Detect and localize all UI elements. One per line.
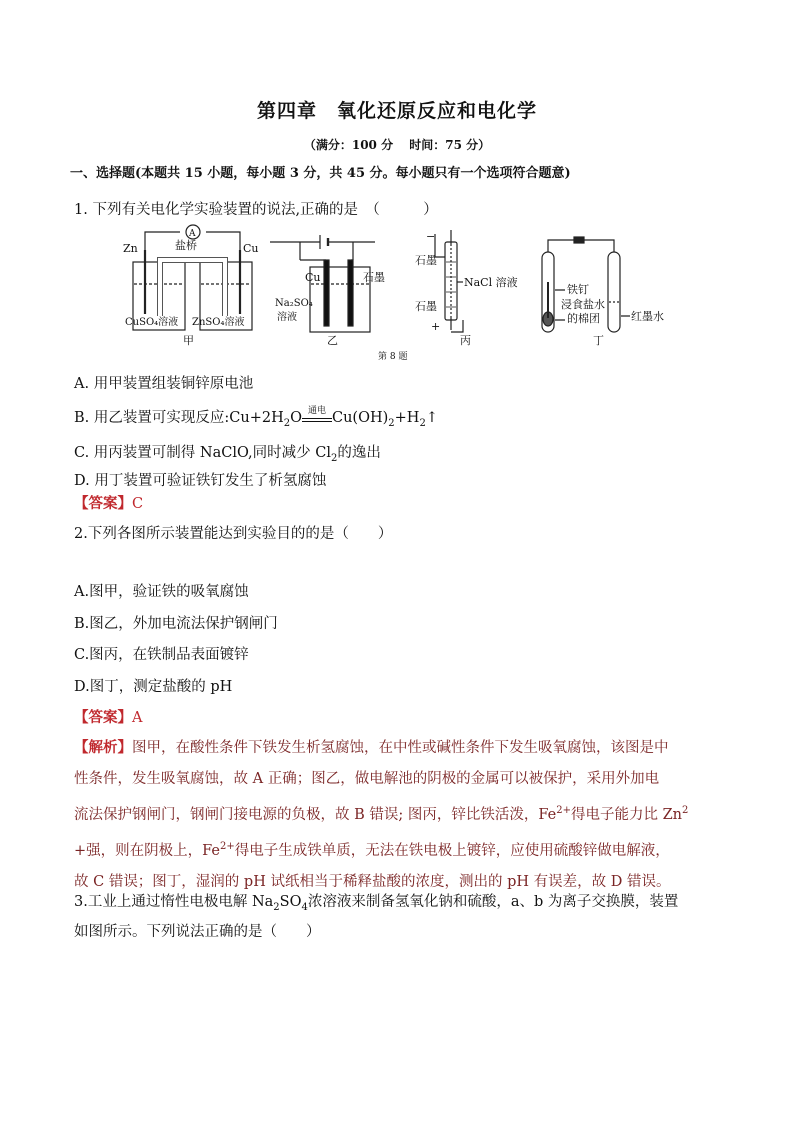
q1-option-d: D. 用丁装置可验证铁钉发生了析氢腐蚀 — [74, 473, 327, 489]
figure-caption: 第 8 题 — [378, 352, 408, 362]
bing-nacl-label: NaCl 溶液 — [464, 276, 518, 289]
q2-option-b: B.图乙，外加电流法保护钢闸门 — [74, 616, 278, 632]
label-bing: 丙 — [460, 334, 471, 347]
bing-minus: − — [426, 230, 436, 243]
q1-option-b: B. 用乙装置可实现反应$:Cu+2H_2O$ 通电 $Cu(OH)_2+H_2↑$ — [74, 406, 438, 429]
bing-plus: + — [431, 320, 441, 333]
q2-analysis: 【解析】图甲，在酸性条件下铁发生析氢腐蚀，在中性或碱性条件下发生吸氧腐蚀，该图是中 性条件，发生吸氧腐蚀，故 A 正确；图乙，做电解池的阴极的金属可以被保护，采用外加电 流法保护钢闸门，钢闸门接电源的负极，故 B 错误; 图丙，锌比铁活泼，$Fe^{2+}$得电子能力比 $Zn^2$ +强，则在阴极上，$Fe^{2+}$得电子生成铁单质，无法在铁电极上镀锌，应使用硫酸锌做电解液， 故 C 错误；图丁，湿润的 pH 试纸相当于稀释盐酸的浓度，测出的 pH 有误差，故 D 错误。 — [74, 739, 689, 890]
ding-cotton-label-2: 的棉团 — [567, 312, 600, 325]
ammeter-label: A — [189, 229, 196, 239]
section-heading: 一、选择题(本题共 15 小题，每小题 3 分，共 45 分。每小题只有一个选项符合题意) — [70, 166, 571, 181]
yi-solution-label-2: 溶液 — [277, 312, 297, 323]
page-title: 第四章 氧化还原反应和电化学 — [256, 100, 537, 122]
question-1-figure — [115, 222, 695, 362]
q1-answer: 【答案】C — [74, 495, 144, 512]
q2-option-c: C.图丙，在铁制品表面镀锌 — [74, 647, 249, 663]
q2-option-a: A.图甲，验证铁的吸氧腐蚀 — [74, 584, 249, 600]
bing-graphite-top: 石墨 — [415, 254, 437, 267]
zn-label: Zn — [123, 242, 138, 255]
bing-graphite-bottom: 石墨 — [415, 300, 437, 313]
ding-nail-label: 铁钉 — [567, 283, 589, 296]
exam-info: （满分：100 分 时间：75 分） — [303, 138, 491, 152]
znso4-label: ZnSO₄溶液 — [192, 317, 245, 328]
ding-cotton-label-1: 浸食盐水 — [561, 298, 605, 311]
question-3-stem: 3.工业上通过惰性电极电解 $Na_2SO_4$浓溶液来制备氢氧化钠和硫酸，a、b 为离子交换膜，装置 — [74, 894, 679, 913]
yi-solution-label-1: Na₂SO₄ — [275, 298, 313, 309]
ding-ink-label: 红墨水 — [631, 310, 664, 323]
yi-graphite-label: 石墨 — [363, 271, 385, 284]
cu-label: Cu — [243, 242, 259, 255]
label-jia: 甲 — [183, 334, 194, 347]
question-1-stem: 1. 下列有关电化学实验装置的说法,正确的是 （ ） — [74, 202, 438, 218]
q2-answer: 【答案】A — [74, 709, 143, 726]
yi-cu-label: Cu — [305, 271, 321, 284]
q1-option-c: C. 用丙装置可制得 NaClO,同时减少 $Cl_2$的逸出 — [74, 445, 381, 464]
q1-option-a: A. 用甲装置组装铜锌原电池 — [74, 376, 254, 392]
cuso4-label: CuSO₄溶液 — [125, 317, 179, 328]
apparatus-bing — [435, 230, 463, 332]
salt-bridge-label: 盐桥 — [175, 239, 197, 252]
question-3-stem-line2: 如图所示。下列说法正确的是（ ） — [74, 924, 321, 940]
label-yi: 乙 — [327, 334, 338, 347]
label-ding: 丁 — [593, 334, 604, 347]
q2-option-d: D.图丁，测定盐酸的 pH — [74, 679, 233, 695]
question-2-stem: 2.下列各图所示装置能达到实验目的的是（ ） — [74, 526, 393, 542]
